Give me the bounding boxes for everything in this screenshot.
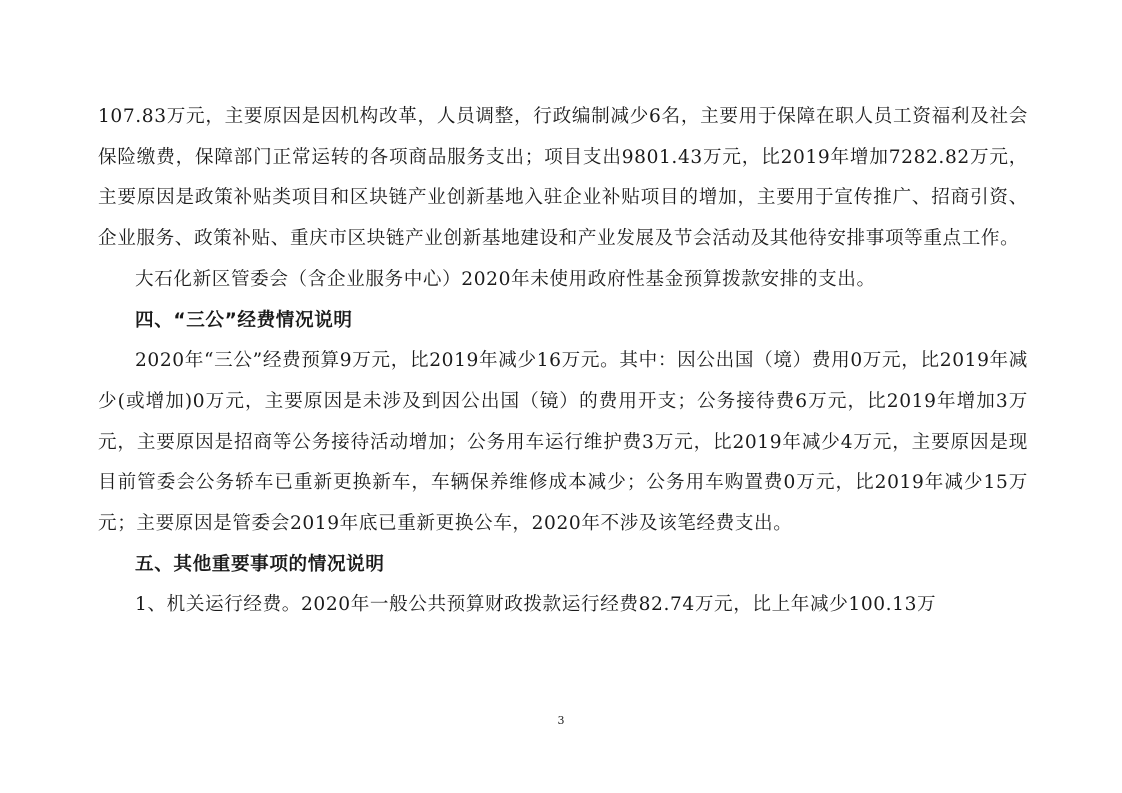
- section-heading: 五、其他重要事项的情况说明: [135, 553, 385, 575]
- page-number: 3: [557, 714, 565, 727]
- body-paragraph: 2020年“三公”经费预算9万元，比2019年减少16万元。其中：因公出国（境）费用0万元，比2019年减少(或增加)0万元，主要原因是未涉及到因公出国（镜）的费用开支；公务接待费6万元，比2019年增加3万元，主要原因是招商等公务接待活动增加；公务用车运行维护费3万元，比2019年减少4万元，主要原因是现目前管委会公务轿车已重新更换新车，车辆保养维修成本减少；公务用车购置费0万元，比2019年减少15万元；主要原因是管委会2019年底已重新更换公车，2020年不涉及该笔经费支出。: [98, 350, 1028, 535]
- body-paragraph: 1、机关运行经费。2020年一般公共预算财政拨款运行经费82.74万元，比上年减少100.13万: [135, 594, 937, 616]
- body-paragraph: 大石化新区管委会（含企业服务中心）2020年未使用政府性基金预算拨款安排的支出。: [135, 268, 876, 290]
- body-paragraph: 107.83万元，主要原因是因机构改革，人员调整，行政编制减少6名，主要用于保障在职人员工资福利及社会保险缴费，保障部门正常运转的各项商品服务支出；项目支出9801.43万元，比2019年增加7282.82万元，主要原因是政策补贴类项目和区块链产业创新基地入驻企业补贴项目的增加，主要用于宣传推广、招商引资、企业服务、政策补贴、重庆市区块链产业创新基地建设和产业发展及节会活动及其他待安排事项等重点工作。: [98, 106, 1028, 250]
- document-body: [98, 97, 1028, 626]
- section-heading: 四、“三公”经费情况说明: [135, 309, 353, 331]
